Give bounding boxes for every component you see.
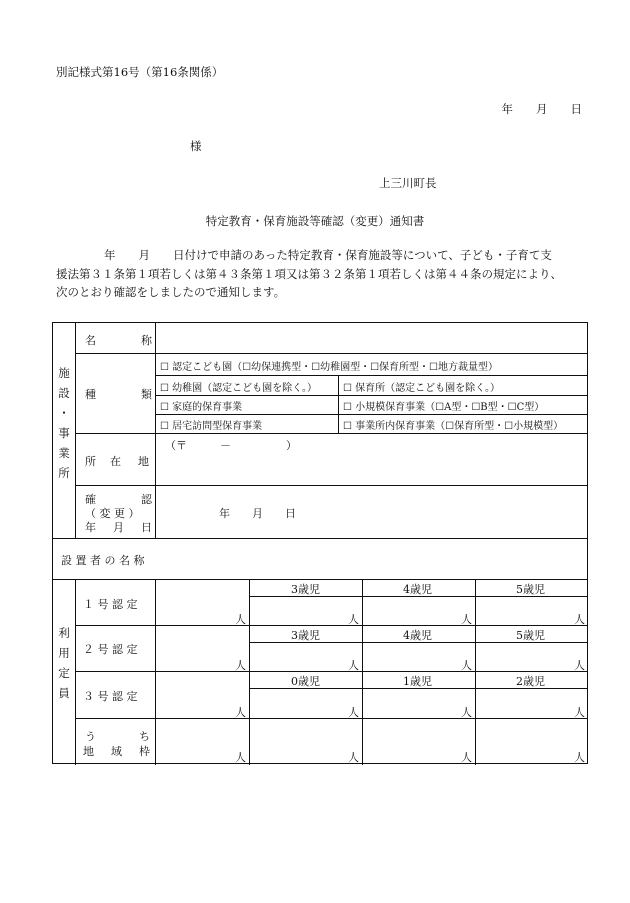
confirm-label-1b: 認: [141, 493, 152, 506]
confirm-label-1a: 確: [85, 493, 96, 506]
type-kyotaku-houmon[interactable]: ☐ 居宅訪問型保育事業: [160, 421, 263, 432]
unit-label: 人: [348, 613, 359, 626]
postal-code-field[interactable]: （〒 － ）: [165, 439, 297, 452]
capacity-row-1-age-2: 4歳児: [403, 583, 432, 596]
confirm-date-field[interactable]: 年 月 日: [219, 507, 296, 520]
unit-label: 人: [235, 751, 246, 764]
local-label-b: ち: [139, 730, 150, 743]
issue-date: 年 月 日: [501, 102, 582, 116]
unit-label: 人: [574, 613, 585, 626]
facility-name-field[interactable]: [157, 325, 585, 351]
capacity-row-1-age-1: 3歳児: [291, 583, 320, 596]
capacity-row-1-age-3: 5歳児: [516, 583, 545, 596]
unit-label: 人: [235, 613, 246, 626]
type-nintei-kodomoen[interactable]: ☐ 認定こども園（☐幼保連携型・☐幼稚園型・☐保育所型・☐地方裁量型）: [160, 362, 499, 373]
capacity-row-3-age-2: 1歳児: [403, 675, 432, 688]
unit-label: 人: [461, 659, 472, 672]
capacity-row-2-age-2: 4歳児: [403, 629, 432, 642]
unit-label: 人: [574, 706, 585, 719]
address-label-a: 所: [85, 455, 96, 468]
unit-label: 人: [235, 706, 246, 719]
unit-label: 人: [461, 751, 472, 764]
unit-label: 人: [348, 751, 359, 764]
name-label-a: 名: [85, 334, 96, 347]
body-line-3: 次のとおり確認をしましたので通知します。: [56, 285, 286, 299]
address-label-c: 地: [138, 455, 149, 468]
type-shokibo-hoiku[interactable]: ☐ 小規模保育事業（☐A型・☐B型・☐C型）: [343, 402, 545, 413]
confirm-label-3c: 日: [141, 521, 152, 534]
local-label-e: 枠: [139, 745, 150, 758]
capacity-row-1-label: １ 号 認 定: [83, 598, 138, 611]
unit-label: 人: [574, 751, 585, 764]
issuer: 上三川町長: [379, 176, 437, 190]
type-youchien[interactable]: ☐ 幼稚園（認定こども園を除く。）: [160, 383, 317, 394]
local-label-d: 域: [111, 745, 122, 758]
confirm-label-3b: 月: [113, 521, 124, 534]
type-label-a: 種: [85, 388, 96, 401]
type-hoikusho[interactable]: ☐ 保育所（認定こども園を除く。）: [343, 383, 500, 394]
type-label-b: 類: [141, 388, 152, 401]
confirm-label-3a: 年: [85, 521, 96, 534]
capacity-section-label: 利 用 定 員: [58, 626, 70, 700]
capacity-row-3-label: ３ 号 認 定: [83, 690, 138, 703]
founder-label: 設 置 者 の 名 称: [61, 554, 145, 567]
addressee: 様: [190, 139, 202, 153]
capacity-row-2-age-1: 3歳児: [291, 629, 320, 642]
notice-body: [56, 246, 586, 302]
address-label-b: 在: [110, 455, 121, 468]
body-line-2: 援法第３１条第１項若しくは第４３条第１項又は第３２条第１項若しくは第４４条の規定により、: [56, 266, 562, 281]
local-label-c: 地: [83, 745, 94, 758]
local-label-a: う: [85, 730, 96, 743]
unit-label: 人: [235, 659, 246, 672]
document-title: 特定教育・保育施設等確認（変更）通知書: [205, 214, 425, 228]
unit-label: 人: [574, 659, 585, 672]
form-number: 別記様式第16号（第16条関係）: [56, 65, 224, 79]
unit-label: 人: [461, 706, 472, 719]
capacity-row-2-age-3: 5歳児: [516, 629, 545, 642]
type-katei-hoiku[interactable]: ☐ 家庭的保育事業: [160, 402, 243, 413]
name-label-b: 称: [141, 334, 152, 347]
body-line-1: 年 月 日付けで申請のあった特定教育・保育施設等について、子ども・子育て支: [104, 248, 552, 262]
confirm-label-2: （ 変 更 ）: [85, 507, 140, 520]
capacity-row-3-age-3: 2歳児: [516, 675, 545, 688]
unit-label: 人: [461, 613, 472, 626]
confirmation-form-table: [52, 322, 588, 764]
type-jigyosho-nai[interactable]: ☐ 事業所内保育事業（☐保育所型・☐小規模型）: [343, 421, 564, 432]
capacity-row-3-age-1: 0歳児: [291, 675, 320, 688]
unit-label: 人: [348, 659, 359, 672]
unit-label: 人: [348, 706, 359, 719]
facility-section-label: 施 設 ・ 事 業 所: [58, 366, 70, 480]
founder-name-field[interactable]: [157, 541, 585, 577]
capacity-row-2-label: ２ 号 認 定: [83, 643, 138, 656]
